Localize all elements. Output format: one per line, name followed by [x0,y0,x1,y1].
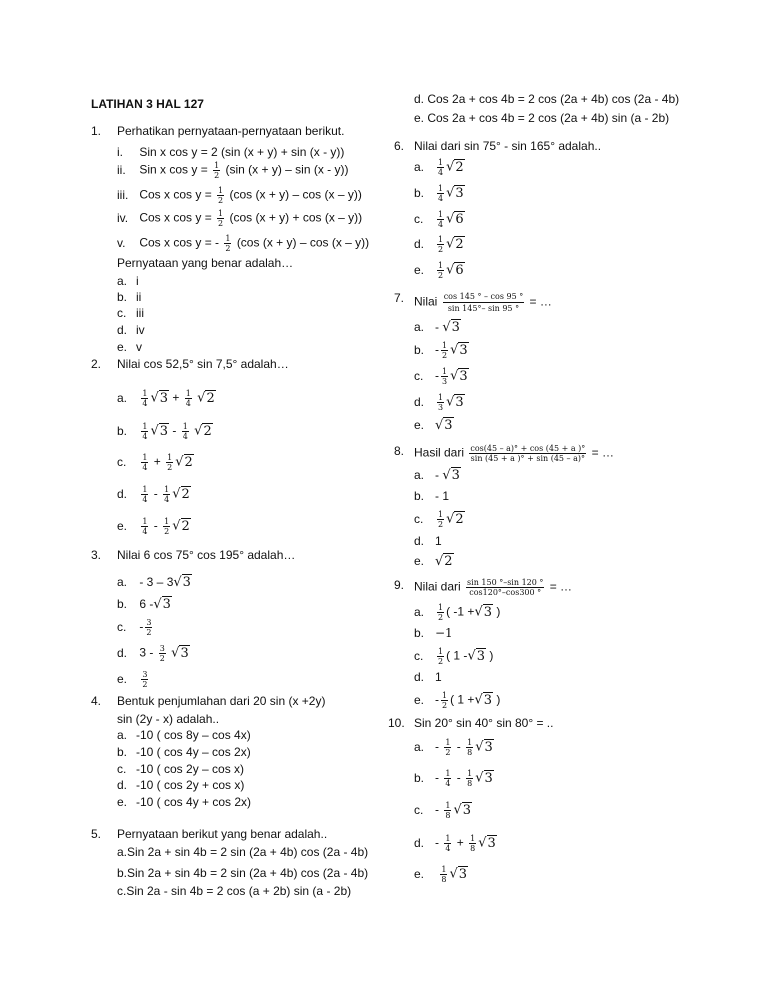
q1-option-d: d. iv [117,323,145,337]
stmt-pre: Cos x cos y = - [139,235,220,250]
q5-number: 5. [91,827,102,841]
q9-option-b: b. −1 [414,626,453,640]
q1-stmt-2 [117,161,349,180]
q10-option-b: b. - $\frac{1}{4}$ - $\frac{1}{8}$ √3 [414,769,493,788]
q6-number: 6. [394,139,405,153]
stmt-pre: Cos x cos y = [139,187,212,202]
q1-stmt-3 [117,186,362,205]
stmt-post: (cos (x + y) – cos (x – y)) [229,187,362,202]
q1-number: 1. [91,124,102,138]
q7-option-d: d. $\frac{1}{3}$ √3 [414,393,464,412]
q8-option-b: b. - 1 [414,489,450,503]
q1-option-a: a. i [117,274,139,288]
q3-option-a: a. - 3 – 3√3 [117,575,191,590]
stmt-label: v. [117,235,126,250]
q3-option-c: c. - $\frac{3}{2}$ [117,618,152,637]
page-title: LATIHAN 3 HAL 127 [91,97,204,111]
q1-option-c: c. iii [117,306,144,320]
q4-option-c: c. -10 ( cos 2y – cos x) [117,762,245,776]
q2-option-a: a. $\frac{1}{4}$ √3 + $\frac{1}{4}$ √2 [117,389,215,408]
q8-option-e: e. √2 [414,554,453,569]
q1-stmt-4 [117,209,362,228]
q7-stem: Nilai $\frac{\cos 145 ^\circ - \cos 95 ^\circ}{\sin 145^\circ- \sin 95 ^\circ}$ = … [414,292,552,313]
q7-option-c: c. - $\frac{1}{3}$ √3 [414,367,468,386]
q8-number: 8. [394,444,405,458]
fraction: $\frac{1}{2}$ [214,161,220,180]
q10-option-d: d. - $\frac{1}{4}$ + $\frac{1}{8}$ √3 [414,834,496,853]
q6-option-c: c. $\frac{1}{4}$ √6 [414,210,464,229]
stmt-label: ii. [117,162,126,177]
q10-option-c: c. - $\frac{1}{8}$ √3 [414,801,472,820]
q10-stem: Sin 20° sin 40° sin 80° = .. [414,716,554,730]
q5-option-b: b.Sin 2a + sin 4b = 2 sin (2a + 4b) cos (2a - 4b) [117,866,369,880]
q10-option-a: a. - $\frac{1}{2}$ - $\frac{1}{8}$ √3 [414,738,493,757]
stmt-post: (cos (x + y) – cos (x – y)) [236,235,370,250]
q6-stem: Nilai dari sin 75° - sin 165° adalah.. [414,139,602,153]
q1-stmt-1 [117,145,344,159]
q2-stem: Nilai cos 52,5° sin 7,5° adalah… [117,357,289,371]
stmt-pre: Cos x cos y = [139,210,212,225]
q3-option-e: e. $\frac{3}{2}$ [117,670,148,689]
q2-option-e: e. $\frac{1}{4}$ - $\frac{1}{2}$ √2 [117,517,190,536]
q1-option-e: e. v [117,340,142,354]
q9-stem: Nilai dari $\frac{\sin 150 ^\circ-\sin 120 ^\circ}{\cos 120^\circ-\cos 300 ^\circ}$ = … [414,578,573,597]
q10-option-e: e. $\frac{1}{8}$ √3 [414,865,468,884]
q2-option-d: d. $\frac{1}{4}$ - $\frac{1}{4}$ √2 [117,485,190,504]
q9-option-d: d. 1 [414,670,442,684]
q8-stem: Hasil dari $\frac{\cos(45 - a)^\circ + \cos (45 + a )^\circ}{\sin (45 + a )^\circ + \sin (45 - a)^\circ}$ = … [414,444,614,463]
q4-stem-2: sin (2y - x) adalah.. [117,712,220,726]
q1-stmt-5 [117,234,369,253]
q9-option-c: c. $\frac{1}{2}$ ( 1 -√3 ) [414,647,494,666]
q5-option-a: a.Sin 2a + sin 4b = 2 sin (2a + 4b) cos (2a - 4b) [117,845,369,859]
fraction: $\frac{1}{2}$ [225,234,231,253]
q4-option-e: e. -10 ( cos 4y + cos 2x) [117,795,252,809]
q4-number: 4. [91,694,102,708]
stmt-pre: Sin x cos y = [139,162,208,177]
q5-option-c: c.Sin 2a - sin 4b = 2 cos (a + 2b) sin (a - 2b) [117,884,352,898]
q4-option-b: b. -10 ( cos 4y – cos 2x) [117,745,251,759]
q1-stem: Perhatikan pernyataan-pernyataan berikut. [117,124,345,138]
q7-number: 7. [394,291,405,305]
stmt-post: (sin (x + y) – sin (x - y)) [225,162,349,177]
q7-option-a: a. - √3 [414,320,460,335]
stmt-text: Sin x cos y = 2 (sin (x + y) + sin (x - y)) [139,145,345,159]
q8-option-c: c. $\frac{1}{2}$ √2 [414,510,464,529]
q3-stem: Nilai 6 cos 75° cos 195° adalah… [117,548,296,562]
q6-option-e: e. $\frac{1}{2}$ √6 [414,261,464,280]
stmt-label: iii. [117,187,129,202]
q4-option-a: a. -10 ( cos 8y – cos 4x) [117,728,251,742]
stmt-label: iv. [117,210,129,225]
q9-number: 9. [394,578,405,592]
q3-option-b: b. 6 -√3 [117,597,171,612]
q6-option-b: b. $\frac{1}{4}$ √3 [414,184,464,203]
q9-option-a: a. $\frac{1}{2}$ ( -1 +√3 ) [414,603,501,622]
q7-option-e: e. √3 [414,418,453,433]
q2-option-c: c. $\frac{1}{4}$ + $\frac{1}{2}$ √2 [117,453,193,472]
q5-stem: Pernyataan berikut yang benar adalah.. [117,827,328,841]
q10-number: 10. [388,716,405,730]
q6-option-d: d. $\frac{1}{2}$ √2 [414,235,464,254]
q5-option-e: e. Cos 2a + cos 4b = 2 cos (2a + 4b) sin (a - 2b) [414,111,670,125]
fraction: $\frac{1}{2}$ [218,209,224,228]
stmt-post: (cos (x + y) + cos (x – y)) [229,210,363,225]
q7-option-b: b. - $\frac{1}{2}$ √3 [414,341,468,360]
q4-stem: Bentuk penjumlahan dari 20 sin (x +2y) [117,694,326,708]
q1-option-b: b. ii [117,290,142,304]
q1-prompt: Pernyataan yang benar adalah… [117,256,294,270]
q5-option-d: d. Cos 2a + cos 4b = 2 cos (2a + 4b) cos (2a - 4b) [414,92,680,106]
q8-option-a: a. - √3 [414,468,460,483]
q2-option-b: b. $\frac{1}{4}$ √3 - $\frac{1}{4}$ √2 [117,422,212,441]
q3-option-d: d. 3 - $\frac{3}{2}$ √3 [117,644,189,663]
q4-option-d: d. -10 ( cos 2y + cos x) [117,778,245,792]
stmt-label: i. [117,145,123,159]
q6-option-a: a. $\frac{1}{4}$ √2 [414,158,464,177]
fraction: $\frac{1}{2}$ [218,186,224,205]
q9-option-e: e. - $\frac{1}{2}$ ( 1 +√3 ) [414,691,501,710]
q8-option-d: d. 1 [414,534,442,548]
q2-number: 2. [91,357,102,371]
q3-number: 3. [91,548,102,562]
